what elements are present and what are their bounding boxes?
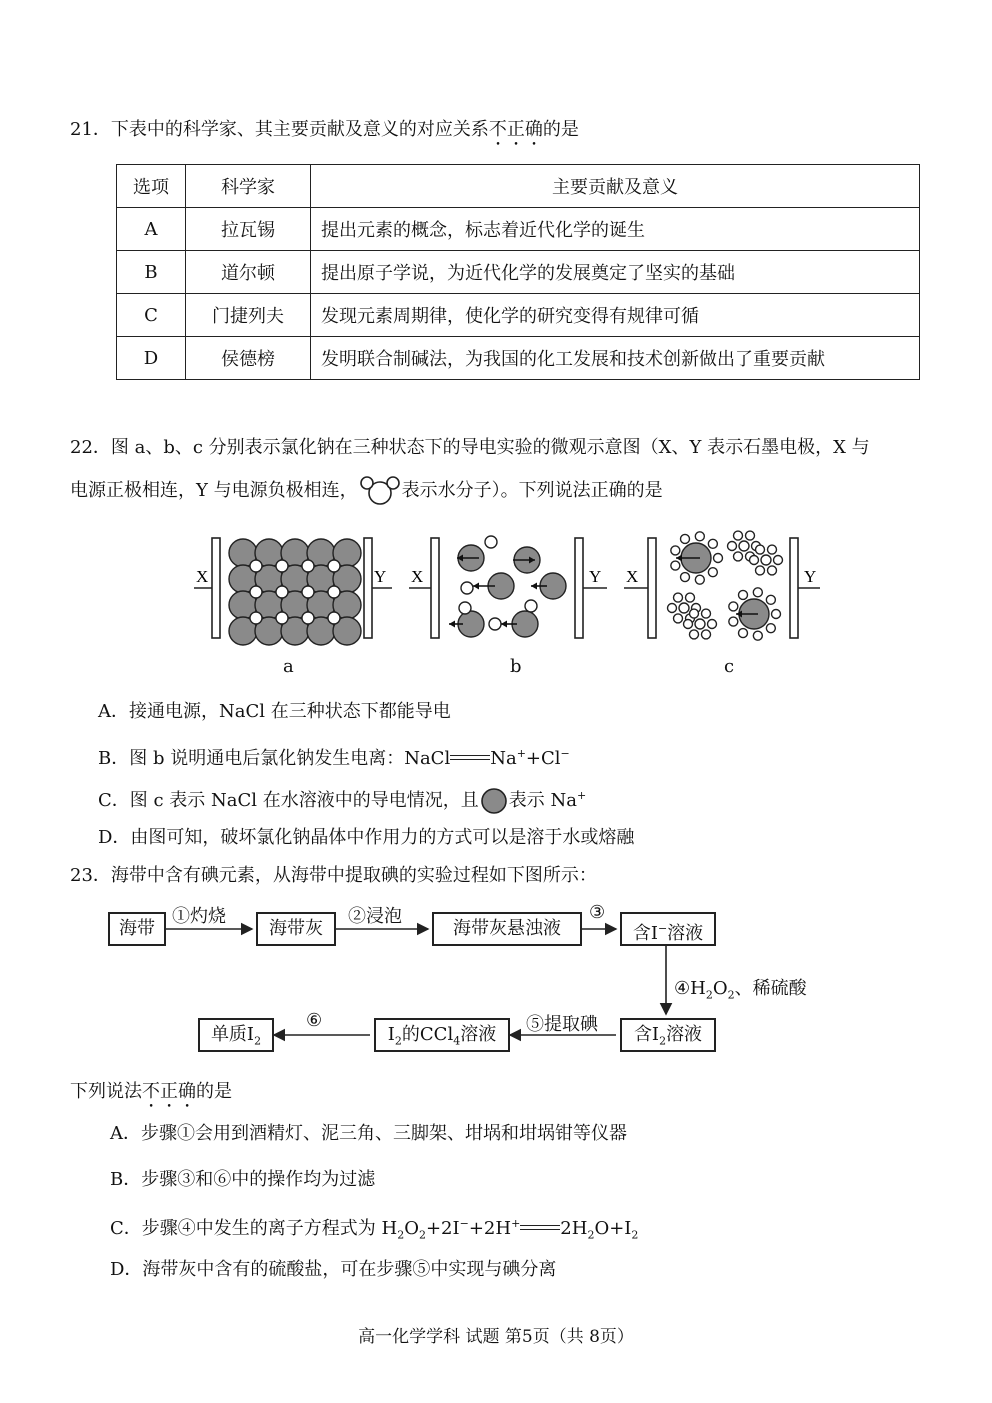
sodium-ion <box>328 560 340 572</box>
q23-stem: 23．海带中含有碘元素，从海带中提取碘的实验过程如下图所示： <box>70 865 597 886</box>
sodium-ion <box>276 586 288 598</box>
water-oxygen <box>702 630 711 639</box>
row-scientist: 侯德榜 <box>186 337 311 380</box>
flow-step-2: ②浸泡 <box>348 906 402 927</box>
water-oxygen <box>690 609 699 618</box>
water-oxygen <box>734 531 743 540</box>
sodium-ion <box>302 612 314 624</box>
row-option: C <box>117 294 186 337</box>
sodium-ion <box>328 586 340 598</box>
q23-option-d: D．海带灰中含有的硫酸盐，可在步骤⑤中实现与碘分离 <box>110 1259 557 1280</box>
electrode-x-label: X <box>196 567 209 586</box>
flow-box-xuanzhuo: 海带灰悬浊液 <box>432 912 582 946</box>
row-contribution: 发明联合制碱法，为我国的化工发展和技术创新做出了重要贡献 <box>311 337 920 380</box>
electrode-y <box>790 538 798 638</box>
sodium-ion <box>459 602 471 614</box>
sodium-ion <box>302 560 314 572</box>
flow-box-danzhi: 单质$I_2$ <box>198 1018 274 1052</box>
sodium-ion <box>761 555 771 565</box>
water-oxygen <box>708 568 717 577</box>
q23-prompt: 下列说法不正确的是 <box>70 1081 232 1102</box>
flow-step-3: ③ <box>589 902 606 923</box>
electrode-x-label: X <box>626 567 639 586</box>
water-oxygen <box>681 534 690 543</box>
water-oxygen <box>684 620 693 629</box>
arrow-head <box>449 621 455 628</box>
water-oxygen <box>772 610 781 619</box>
row-scientist: 拉瓦锡 <box>186 208 311 251</box>
arrow-head <box>501 621 507 628</box>
q22-option-b: B．图 b 说明通电后氯化钠发生电离：NaCl Na++Cl− <box>98 747 570 769</box>
water-oxygen <box>714 554 723 563</box>
water-oxygen <box>729 617 738 626</box>
row-contribution: 发现元素周期律，使化学的研究变得有规律可循 <box>311 294 920 337</box>
q21-table <box>116 164 920 380</box>
water-oxygen <box>674 614 683 623</box>
electrode-y-label: Y <box>804 567 817 586</box>
row-contribution: 提出原子学说，为近代化学的发展奠定了坚实的基础 <box>311 251 920 294</box>
flow-box-ccl4: $I_2$的CCl$_4$溶液 <box>374 1018 510 1052</box>
caption-a: a <box>283 656 294 677</box>
water-oxygen <box>753 588 762 597</box>
flow-box-haidaihui: 海带灰 <box>256 912 336 946</box>
arrow-head <box>531 583 537 590</box>
water-oxygen <box>686 593 695 602</box>
sodium-ion <box>489 618 501 630</box>
table-row <box>117 208 920 251</box>
diagram-a <box>190 528 400 648</box>
flow-box-haidai: 海带 <box>108 912 166 946</box>
page-footer: 高一化学学科 试题 第5页（共 8页） <box>358 1327 634 1347</box>
electrode-y <box>364 538 372 638</box>
sodium-ion <box>525 600 537 612</box>
electrode-y <box>575 538 583 638</box>
water-oxygen <box>766 624 775 633</box>
sodium-ion <box>679 603 689 613</box>
water-oxygen <box>708 539 717 548</box>
table-row <box>117 337 920 380</box>
sodium-ion <box>250 612 262 624</box>
water-oxygen <box>739 590 748 599</box>
water-oxygen <box>756 566 765 575</box>
flow-step-6: ⑥ <box>306 1010 323 1031</box>
arrow-head <box>676 555 682 562</box>
caption-b: b <box>510 656 522 677</box>
sodium-ion <box>276 560 288 572</box>
water-oxygen <box>671 546 680 555</box>
water-oxygen <box>734 552 743 561</box>
row-option: D <box>117 337 186 380</box>
table-row <box>117 251 920 294</box>
caption-c: c <box>724 656 735 677</box>
sodium-ion <box>276 612 288 624</box>
water-oxygen <box>695 575 704 584</box>
electrode-x-label: X <box>411 567 424 586</box>
water-oxygen <box>746 531 755 540</box>
water-oxygen <box>753 631 762 640</box>
sodium-ion <box>461 582 473 594</box>
q22-stem-line2: 电源正极相连，Y 与电源负极相连， 表示水分子）。下列说法正确的是 <box>70 476 663 506</box>
water-oxygen <box>768 566 777 575</box>
electrode-x <box>431 538 439 638</box>
q21-stem: 21．下表中的科学家、其主要贡献及意义的对应关系不正确的是 <box>70 119 579 140</box>
table-row <box>117 294 920 337</box>
sodium-ion <box>485 536 497 548</box>
water-oxygen <box>766 595 775 604</box>
water-oxygen <box>695 532 704 541</box>
flow-step-4: $④H_2O_2$、稀硫酸 <box>674 978 807 1002</box>
sodium-ion <box>250 560 262 572</box>
electrode-x <box>648 538 656 638</box>
water-oxygen <box>708 620 717 629</box>
water-oxygen <box>671 561 680 570</box>
flow-step-5: ⑤提取碘 <box>526 1014 598 1035</box>
sodium-ion-icon <box>479 788 509 814</box>
sodium-ion <box>695 619 705 629</box>
water-oxygen <box>702 609 711 618</box>
q23-option-a: A．步骤①会用到酒精灯、泥三角、三脚架、坩埚和坩埚钳等仪器 <box>110 1123 627 1144</box>
q22-option-a: A．接通电源，NaCl 在三种状态下都能导电 <box>98 701 451 722</box>
water-oxygen <box>750 556 759 565</box>
flow-step-1: ①灼烧 <box>172 906 226 927</box>
sodium-ion <box>739 541 749 551</box>
q23-option-b: B．步骤③和⑥中的操作均为过滤 <box>110 1169 376 1190</box>
row-option: B <box>117 251 186 294</box>
electrode-y-label: Y <box>374 567 387 586</box>
sodium-ion <box>250 586 262 598</box>
diagram-c <box>620 520 830 650</box>
water-oxygen <box>674 593 683 602</box>
water-oxygen <box>729 602 738 611</box>
q23-option-c: C．步骤④中发生的离子方程式为 $H_2O_2+2I^-+2H^+$ $2H_2O+I_2$ <box>110 1217 639 1242</box>
header-scientist: 科学家 <box>186 165 311 208</box>
water-molecule-icon <box>358 476 402 506</box>
water-oxygen <box>690 630 699 639</box>
table-header-row <box>117 165 920 208</box>
water-oxygen <box>739 629 748 638</box>
sodium-ion <box>302 586 314 598</box>
arrow-head <box>473 583 479 590</box>
electrode-y-label: Y <box>589 567 602 586</box>
diagram-b <box>405 528 615 648</box>
header-contribution: 主要贡献及意义 <box>311 165 920 208</box>
q22-stem-line1: 22．图 a、b、c 分别表示氯化钠在三种状态下的导电实验的微观示意图（X、Y 表示石墨电极，X 与 <box>70 437 870 458</box>
water-oxygen <box>668 604 677 613</box>
header-option: 选项 <box>117 165 186 208</box>
flow-box-han-i: 含I−溶液 <box>620 912 716 946</box>
q22-option-c: C．图 c 表示 NaCl 在水溶液中的导电情况，且 表示 Na+ <box>98 782 586 815</box>
water-oxygen <box>681 573 690 582</box>
water-oxygen <box>756 545 765 554</box>
water-oxygen <box>728 542 737 551</box>
water-oxygen <box>774 556 783 565</box>
row-option: A <box>117 208 186 251</box>
row-contribution: 提出元素的概念，标志着近代化学的诞生 <box>311 208 920 251</box>
electrode-x <box>212 538 220 638</box>
flow-box-han-i2: 含$I_2$溶液 <box>620 1018 716 1052</box>
q22-option-d: D．由图可知，破坏氯化钠晶体中作用力的方式可以是溶于水或熔融 <box>98 827 635 848</box>
sodium-ion <box>328 612 340 624</box>
row-scientist: 门捷列夫 <box>186 294 311 337</box>
water-oxygen <box>768 545 777 554</box>
row-scientist: 道尔顿 <box>186 251 311 294</box>
